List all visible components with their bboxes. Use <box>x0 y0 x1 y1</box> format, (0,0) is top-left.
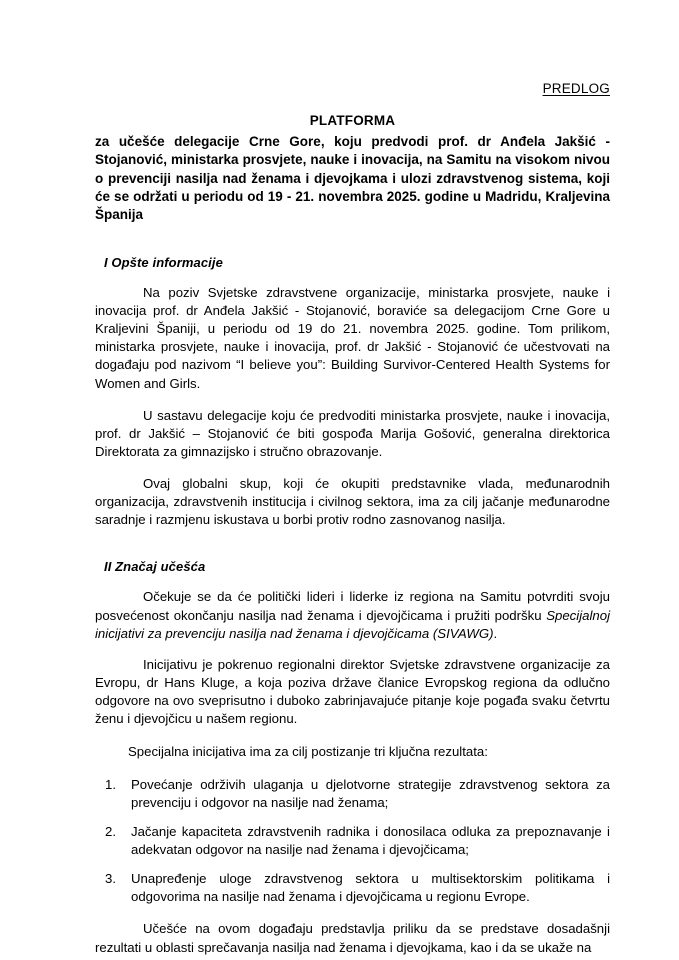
document-subtitle: za učešće delegacije Crne Gore, koju predvodi prof. dr Anđela Jakšić - Stojanović, ministarka prosvjete, nauke i inovacija, na Samitu na visokom nivou o prevenciji nasilja nad ženama i djevojkama i ulozi zdravstvenog sistema, koji će se održati u periodu od 19 - 21. novembra 2025. godine u Madridu, Kraljevina Španija <box>95 134 610 223</box>
list-item <box>95 823 610 859</box>
paragraph-leaders-commitment-plain: Očekuje se da će politički lideri i liderke iz regiona na Samitu potvrditi svoju posvećenost okončanju nasilja nad ženama i djevojčicama i pružiti podršku <box>95 589 610 623</box>
paragraph-delegation: U sastavu delegacije koju će predvoditi ministarka prosvjete, nauke i inovacija, prof. dr Jakšić – Stojanović će biti gospođa Marija Gošović, generalna direktorica Direktorata za gimnazijsko i stručno obrazovanje. <box>95 407 610 459</box>
document-title: PLATFORMA <box>309 113 396 128</box>
list-item <box>95 870 610 906</box>
section-heading-general-info: I Opšte informacije <box>104 254 223 270</box>
list-item-marker: 2. <box>105 823 116 839</box>
paragraph-summit-purpose: Ovaj globalni skup, koji će okupiti predstavnike vlada, međunarodnih organizacija, zdravstvenih institucija i civilnog sektora, ima za cilj jačanje međunarodne saradnje i razmjenu iskustava u borbi protiv rodno zasnovanog nasilja. <box>95 476 610 528</box>
list-item <box>95 776 610 812</box>
key-results-list <box>95 776 610 907</box>
paragraph-leaders-commitment-tail: . <box>493 625 498 641</box>
paragraph-leaders-commitment <box>95 588 610 642</box>
paragraph-invitation: Na poziv Svjetske zdravstvene organizacije, ministarka prosvjete, nauke i inovacija prof. dr Anđela Jakšić - Stojanović, boraviće sa delegacijom Crne Gore u Kraljevini Španiji, u periodu od 19 do 21. novembra 2025. godine. Tom prilikom, ministarka prosvjete, nauke i inovacija, prof. dr Jakšić - Stojanović će učestvovati na događaju pod nazivom “I believe you”: Building Survivor-Centered Health Systems for Women and Girls. <box>95 284 610 391</box>
document-stamp: PREDLOG <box>542 81 610 96</box>
list-item-text: Unapređenje uloge zdravstvenog sektora u multisektorskim politikama i odgovorima na nasilje nad ženama i djevojčicama u regionu Evrope. <box>131 871 610 905</box>
list-item-text: Povećanje održivih ulaganja u djelotvorne strategije zdravstvenog sektora za prevenciju i odgovor na nasilje nad ženama; <box>131 776 610 810</box>
section-heading-importance: II Značaj učešća <box>104 559 206 575</box>
paragraph-closing: Učešće na ovom događaju predstavlja priliku da se predstave dosadašnji rezultati u oblasti sprečavanja nasilja nad ženama i djevojkama, kao i da se ukaže na <box>95 921 610 955</box>
list-item-marker: 1. <box>105 776 116 792</box>
document-stamp-row <box>95 0 610 98</box>
initiative-name-italic: Specijalnoj inicijativi za prevenciju nasilja nad ženama i djevojčicama (SIVAWG) <box>95 607 610 641</box>
list-item-marker: 3. <box>105 871 116 887</box>
list-lead-in: Specijalna inicijativa ima za cilj postizanje tri ključna rezultata: <box>128 744 488 760</box>
list-item-text: Jačanje kapaciteta zdravstvenih radnika i donosilaca odluka za prepoznavanje i adekvatan odgovor na nasilje nad ženama i djevojčicama; <box>131 823 610 858</box>
paragraph-kluge-initiative: Inicijativu je pokrenuo regionalni direktor Svjetske zdravstvene organizacije za Evropu, dr Hans Kluge, a koja poziva države članice Evropskog regiona da odlučno odgovore na ovo sveprisutno i duboko zabrinjavajuće pitanje koje pogađa svaku četvrtu ženu i djevojčicu u našem regionu. <box>95 656 610 727</box>
